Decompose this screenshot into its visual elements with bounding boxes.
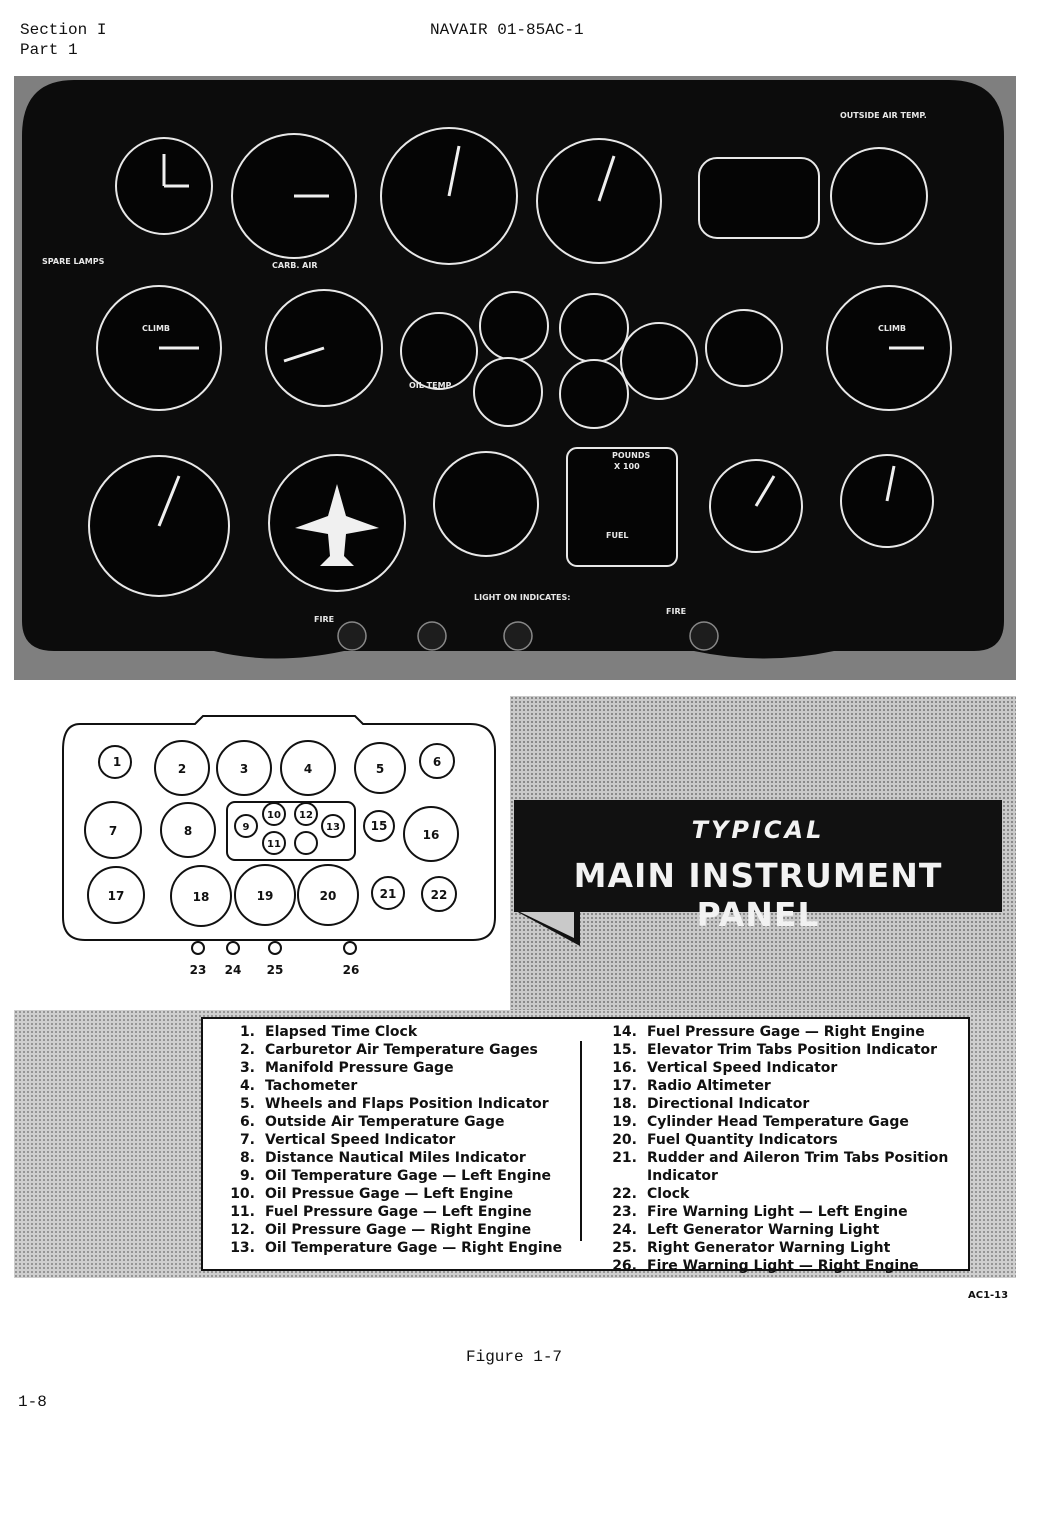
label-fuel: FUEL bbox=[606, 531, 629, 540]
legend-item bbox=[595, 1113, 965, 1131]
legend-item-text: Fuel Pressure Gage — Right Engine bbox=[647, 1024, 925, 1040]
legend-item-number: 14. bbox=[612, 1024, 637, 1040]
legend-item bbox=[595, 1149, 965, 1185]
legend-item-text: Tachometer bbox=[265, 1078, 358, 1094]
legend-item-number: 21. bbox=[612, 1150, 637, 1166]
label-spare-lamps: SPARE LAMPS bbox=[42, 257, 105, 266]
legend-item-number: 19. bbox=[612, 1114, 637, 1130]
key-number-26: 26 bbox=[342, 963, 360, 977]
legend-item-text: Clock bbox=[647, 1186, 690, 1202]
legend-item-number: 6. bbox=[239, 1114, 255, 1130]
legend-item-number: 24. bbox=[612, 1222, 637, 1238]
legend-item-number: 23. bbox=[612, 1204, 637, 1220]
legend-item-text: Fire Warning Light — Left Engine bbox=[647, 1204, 908, 1220]
label-carb-air: CARB. AIR bbox=[272, 261, 318, 270]
legend-item-number: 20. bbox=[612, 1132, 637, 1148]
key-number-25: 25 bbox=[266, 963, 284, 977]
legend-item-text: Directional Indicator bbox=[647, 1096, 810, 1112]
label-fire-left: FIRE bbox=[314, 615, 335, 624]
legend-item-number: 8. bbox=[239, 1150, 255, 1166]
section-label: Section I bbox=[20, 21, 107, 39]
label-light-on-indicates: LIGHT ON INDICATES: bbox=[474, 593, 571, 602]
legend-item bbox=[213, 1203, 573, 1221]
legend-item-text: Wheels and Flaps Position Indicator bbox=[265, 1096, 549, 1112]
legend-item-text: Distance Nautical Miles Indicator bbox=[265, 1150, 526, 1166]
key-number-17: 17 bbox=[107, 889, 125, 903]
legend-item-number: 11. bbox=[230, 1204, 255, 1220]
label-climb-right: CLIMB bbox=[878, 324, 907, 333]
legend-item-text: Right Generator Warning Light bbox=[647, 1240, 891, 1256]
key-number-23: 23 bbox=[189, 963, 207, 977]
banner-tail-icon bbox=[514, 910, 594, 950]
legend-item-text: Fuel Pressure Gage — Left Engine bbox=[265, 1204, 532, 1220]
key-number-18: 18 bbox=[192, 890, 210, 904]
legend-item-text: Oil Temperature Gage — Left Engine bbox=[265, 1168, 552, 1184]
legend-item-text: Cylinder Head Temperature Gage bbox=[647, 1114, 909, 1130]
legend-item-number: 25. bbox=[612, 1240, 637, 1256]
legend-item bbox=[595, 1077, 965, 1095]
key-number-24: 24 bbox=[224, 963, 242, 977]
key-number-15: 15 bbox=[370, 819, 388, 833]
key-number-11: 11 bbox=[267, 839, 281, 850]
legend-item-number: 9. bbox=[239, 1168, 255, 1184]
legend-item-text: Oil Pressue Gage — Left Engine bbox=[265, 1186, 514, 1202]
legend-item-text: Vertical Speed Indicator bbox=[647, 1060, 838, 1076]
legend-item-number: 17. bbox=[612, 1078, 637, 1094]
label-outside-air-temp: OUTSIDE AIR TEMP. bbox=[840, 111, 927, 120]
legend-item bbox=[213, 1185, 573, 1203]
legend-item-text: Radio Altimeter bbox=[647, 1078, 771, 1094]
legend-item-number: 12. bbox=[230, 1222, 255, 1238]
label-fire-right: FIRE bbox=[666, 607, 687, 616]
legend-item bbox=[595, 1239, 965, 1257]
legend-item bbox=[213, 1221, 573, 1239]
legend-item-text: Oil Pressure Gage — Right Engine bbox=[265, 1222, 532, 1238]
key-number-19: 19 bbox=[256, 889, 274, 903]
part-label: Part 1 bbox=[20, 41, 78, 59]
legend-item-number: 3. bbox=[239, 1060, 255, 1076]
legend-item bbox=[213, 1113, 573, 1131]
key-number-12: 12 bbox=[299, 810, 313, 821]
label-pounds: POUNDS bbox=[612, 451, 651, 460]
legend-item-number: 26. bbox=[612, 1258, 637, 1274]
title-line-main: MAIN INSTRUMENT PANEL bbox=[573, 856, 943, 934]
page-number: 1-8 bbox=[18, 1393, 47, 1411]
legend-item-text: Oil Temperature Gage — Right Engine bbox=[265, 1240, 563, 1256]
key-number-2: 2 bbox=[177, 762, 187, 776]
document-number: NAVAIR 01-85AC-1 bbox=[430, 21, 584, 39]
legend-item-text: Fuel Quantity Indicators bbox=[647, 1132, 838, 1148]
legend-item bbox=[213, 1239, 573, 1257]
title-line-typical: TYPICAL bbox=[691, 816, 825, 844]
legend-item-text: Carburetor Air Temperature Gages bbox=[265, 1042, 538, 1058]
key-number-13: 13 bbox=[326, 822, 340, 833]
legend-item-number: 15. bbox=[612, 1042, 637, 1058]
legend-item-number: 16. bbox=[612, 1060, 637, 1076]
label-pounds-scale: X 100 bbox=[614, 462, 640, 471]
legend-item-text: Left Generator Warning Light bbox=[647, 1222, 880, 1238]
legend-box bbox=[201, 1017, 970, 1274]
legend-item-number: 5. bbox=[239, 1096, 255, 1112]
legend-item bbox=[595, 1041, 965, 1059]
key-number-20: 20 bbox=[319, 889, 337, 903]
legend-item bbox=[595, 1257, 965, 1275]
legend-item bbox=[595, 1185, 965, 1203]
instrument-panel-photo bbox=[14, 76, 1016, 680]
key-number-1: 1 bbox=[112, 755, 122, 769]
key-number-10: 10 bbox=[267, 810, 281, 821]
legend-item-text: Fire Warning Light — Right Engine bbox=[647, 1258, 919, 1274]
legend-item bbox=[213, 1041, 573, 1059]
key-number-5: 5 bbox=[375, 762, 385, 776]
key-number-8: 8 bbox=[183, 824, 193, 838]
legend-column-right bbox=[595, 1023, 965, 1275]
key-number-6: 6 bbox=[432, 755, 442, 769]
legend-item bbox=[213, 1059, 573, 1077]
legend-divider bbox=[580, 1041, 582, 1241]
illustration-code: AC1-13 bbox=[968, 1290, 1009, 1301]
key-number-21: 21 bbox=[379, 887, 397, 901]
key-number-22: 22 bbox=[430, 888, 448, 902]
legend-item bbox=[213, 1023, 573, 1041]
key-number-9: 9 bbox=[242, 822, 250, 833]
legend-item-number: 2. bbox=[239, 1042, 255, 1058]
legend-item-text: Manifold Pressure Gage bbox=[265, 1060, 454, 1076]
title-banner bbox=[514, 800, 1002, 934]
legend-item bbox=[595, 1221, 965, 1239]
key-number-4: 4 bbox=[303, 762, 313, 776]
legend-item bbox=[213, 1131, 573, 1149]
legend-item-text: Outside Air Temperature Gage bbox=[265, 1114, 505, 1130]
legend-item-text: Elevator Trim Tabs Position Indicator bbox=[647, 1042, 938, 1058]
legend-item-number: 18. bbox=[612, 1096, 637, 1112]
figure-caption: Figure 1-7 bbox=[466, 1348, 563, 1366]
legend-item bbox=[213, 1077, 573, 1095]
legend-item bbox=[595, 1095, 965, 1113]
legend-item-number: 10. bbox=[230, 1186, 255, 1202]
label-climb-left: CLIMB bbox=[142, 324, 171, 333]
legend-item bbox=[595, 1023, 965, 1041]
legend-item bbox=[595, 1059, 965, 1077]
legend-item bbox=[213, 1095, 573, 1113]
legend-item-number: 4. bbox=[239, 1078, 255, 1094]
legend-item-text: Rudder and Aileron Trim Tabs Position Indicator bbox=[647, 1150, 949, 1184]
key-number-16: 16 bbox=[422, 828, 440, 842]
key-number-3: 3 bbox=[239, 762, 249, 776]
legend-column-left bbox=[213, 1023, 573, 1257]
label-oil-temp: OIL TEMP. bbox=[409, 381, 453, 390]
legend-item bbox=[595, 1131, 965, 1149]
legend-item-text: Vertical Speed Indicator bbox=[265, 1132, 456, 1148]
legend-item bbox=[595, 1203, 965, 1221]
legend-item-number: 22. bbox=[612, 1186, 637, 1202]
key-number-7: 7 bbox=[108, 824, 118, 838]
legend-item-number: 7. bbox=[239, 1132, 255, 1148]
panel-key-diagram bbox=[55, 712, 505, 982]
legend-item-number: 1. bbox=[239, 1024, 255, 1040]
legend-item-number: 13. bbox=[230, 1240, 255, 1256]
legend-item-text: Elapsed Time Clock bbox=[265, 1024, 418, 1040]
legend-item bbox=[213, 1149, 573, 1167]
legend-item bbox=[213, 1167, 573, 1185]
